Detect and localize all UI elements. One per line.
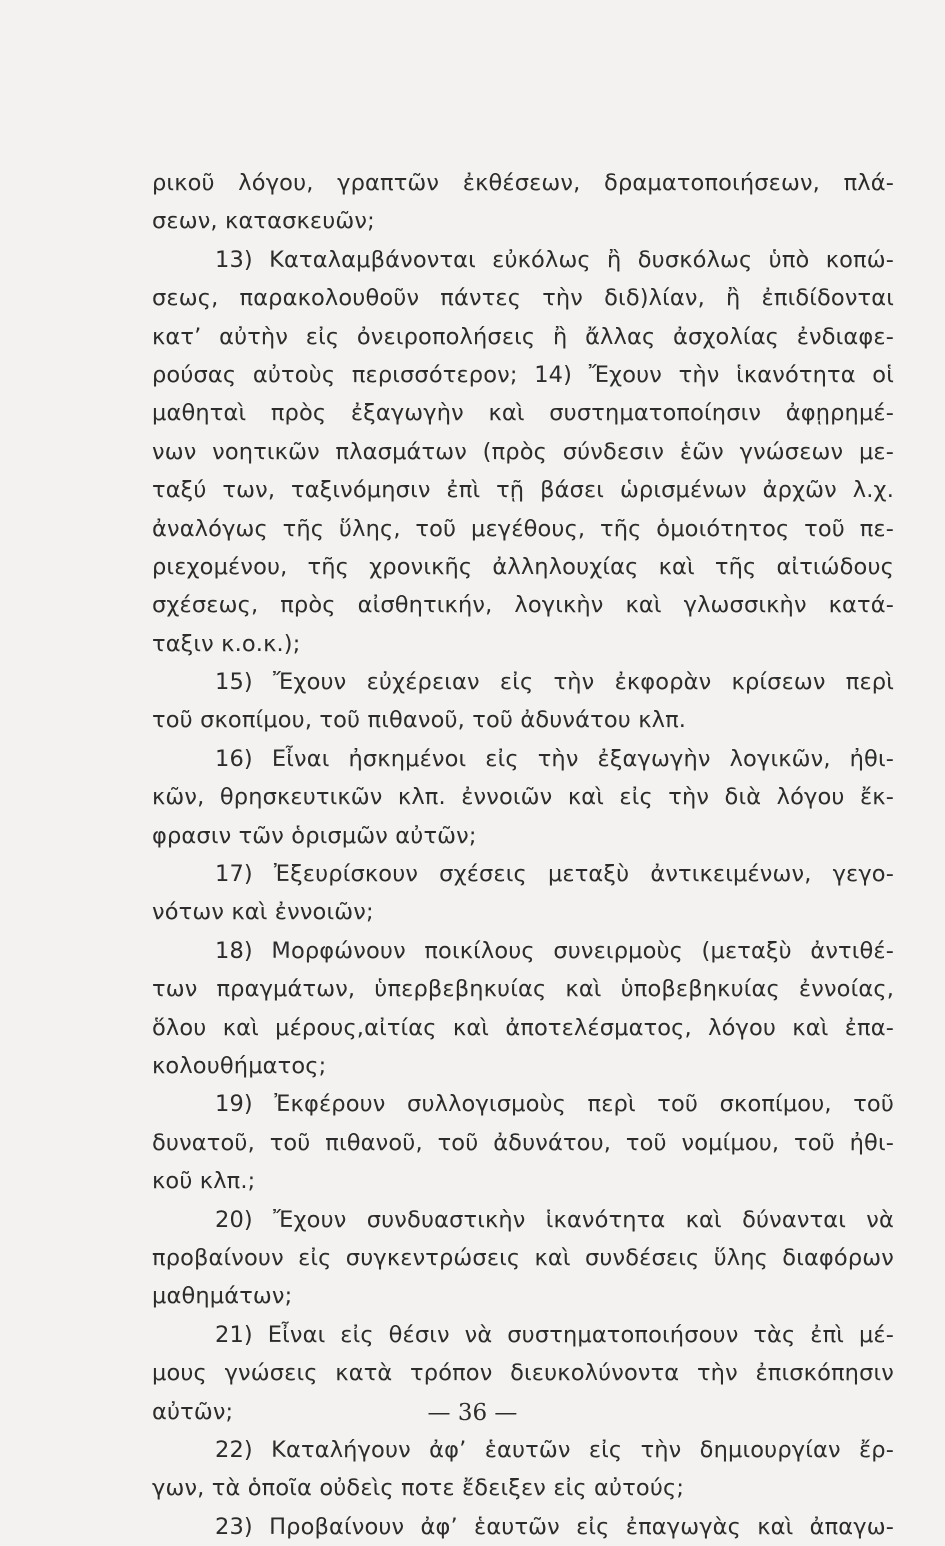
text-line: ταξιν κ.ο.κ.);	[152, 630, 301, 657]
text-line: 20) Ἔχουν συνδυαστικὴν ἱκανότητα καὶ δύνανται νὰ	[215, 1206, 894, 1233]
text-line: ταξύ των, ταξινόμησιν ἐπὶ τῇ βάσει ὡρισμένων ἀρχῶν λ.χ.	[152, 477, 894, 504]
text-line: αὐτῶν;	[152, 1398, 234, 1425]
text-line: κῶν, θρησκευτικῶν κλπ. ἐννοιῶν καὶ εἰς τὴν διὰ λόγου ἔκ-	[152, 784, 894, 811]
body-text	[152, 164, 894, 1546]
text-line: γων, τὰ ὁποῖα οὐδεὶς ποτε ἔδειξεν εἰς αὐτούς;	[152, 1475, 685, 1502]
text-line: 23) Προβαίνουν ἀφ’ ἑαυτῶν εἰς ἐπαγωγὰς καὶ ἀπαγω-	[215, 1513, 894, 1540]
text-line: νότων καὶ ἐννοιῶν;	[152, 899, 374, 926]
text-line: προβαίνουν εἰς συγκεντρώσεις καὶ συνδέσεις ὕλης διαφόρων	[152, 1244, 894, 1271]
text-line: μους γνώσεις κατὰ τρόπον διευκολύνοντα τὴν ἐπισκόπησιν	[152, 1360, 894, 1387]
text-line: ἀναλόγως τῆς ὕλης, τοῦ μεγέθους, τῆς ὁμοιότητος τοῦ πε-	[152, 515, 894, 542]
text-line: 21) Εἶναι εἰς θέσιν νὰ συστηματοποιήσουν τὰς ἐπὶ μέ-	[215, 1321, 894, 1348]
text-line: σχέσεως, πρὸς αἰσθητικήν, λογικὴν καὶ γλωσσικὴν κατά-	[152, 592, 894, 619]
text-line: 16) Εἶναι ἠσκημένοι εἰς τὴν ἐξαγωγὴν λογικῶν, ἠθι-	[215, 745, 894, 772]
text-line: μαθημάτων;	[152, 1283, 293, 1310]
text-line: τοῦ σκοπίμου, τοῦ πιθανοῦ, τοῦ ἀδυνάτου κλπ.	[152, 707, 687, 734]
text-line: 17) Ἐξευρίσκουν σχέσεις μεταξὺ ἀντικειμένων, γεγο-	[215, 861, 894, 888]
page-number: — 36 —	[427, 1400, 518, 1426]
text-line: μαθηταὶ πρὸς ἐξαγωγὴν καὶ συστηματοποίησιν ἀφῃρημέ-	[152, 400, 894, 427]
text-line: 18) Μορφώνουν ποικίλους συνειρμοὺς (μεταξὺ ἀντιθέ-	[215, 937, 894, 964]
text-line: κοῦ κλπ.;	[152, 1168, 256, 1195]
text-line: 22) Καταλήγουν ἀφ’ ἑαυτῶν εἰς τὴν δημιουργίαν ἔρ-	[215, 1436, 894, 1463]
text-line: ὅλου καὶ μέρους,αἰτίας καὶ ἀποτελέσματος, λόγου καὶ ἐπα-	[152, 1014, 894, 1041]
text-line: των πραγμάτων, ὑπερβεβηκυίας καὶ ὑποβεβηκυίας ἐννοίας,	[152, 976, 894, 1003]
text-line: κατ’ αὐτὴν εἰς ὀνειροπολήσεις ἢ ἄλλας ἀσχολίας ἐνδιαφε-	[152, 323, 894, 350]
text-line: κολουθήματος;	[152, 1052, 327, 1079]
text-line: 13) Καταλαμβάνονται εὐκόλως ἢ δυσκόλως ὑπὸ κοπώ-	[215, 246, 894, 273]
text-line: ρούσας αὐτοὺς περισσότερον; 14) Ἔχουν τὴν ἱκανότητα οἱ	[152, 361, 894, 388]
text-line: νων νοητικῶν πλασμάτων (πρὸς σύνδεσιν ἑῶν γνώσεων με-	[152, 438, 894, 465]
text-line: φρασιν τῶν ὁρισμῶν αὐτῶν;	[152, 822, 477, 849]
text-line: δυνατοῦ, τοῦ πιθανοῦ, τοῦ ἀδυνάτου, τοῦ νομίμου, τοῦ ἠθι-	[152, 1129, 894, 1156]
text-line: σεων, κατασκευῶν;	[152, 208, 375, 235]
text-line: 19) Ἐκφέρουν συλλογισμοὺς περὶ τοῦ σκοπίμου, τοῦ	[215, 1091, 894, 1118]
text-line: ριεχομένου, τῆς χρονικῆς ἀλληλουχίας καὶ τῆς αἰτιώδους	[152, 553, 894, 580]
text-line: 15) Ἔχουν εὐχέρειαν εἰς τὴν ἐκφορὰν κρίσεων περὶ	[215, 669, 894, 696]
text-line: ρικοῦ λόγου, γραπτῶν ἐκθέσεων, δραματοποιήσεων, πλά-	[152, 170, 894, 196]
text-line: σεως, παρακολουθοῦν πάντες τὴν διδ)λίαν, ἢ ἐπιδίδονται	[152, 285, 894, 312]
